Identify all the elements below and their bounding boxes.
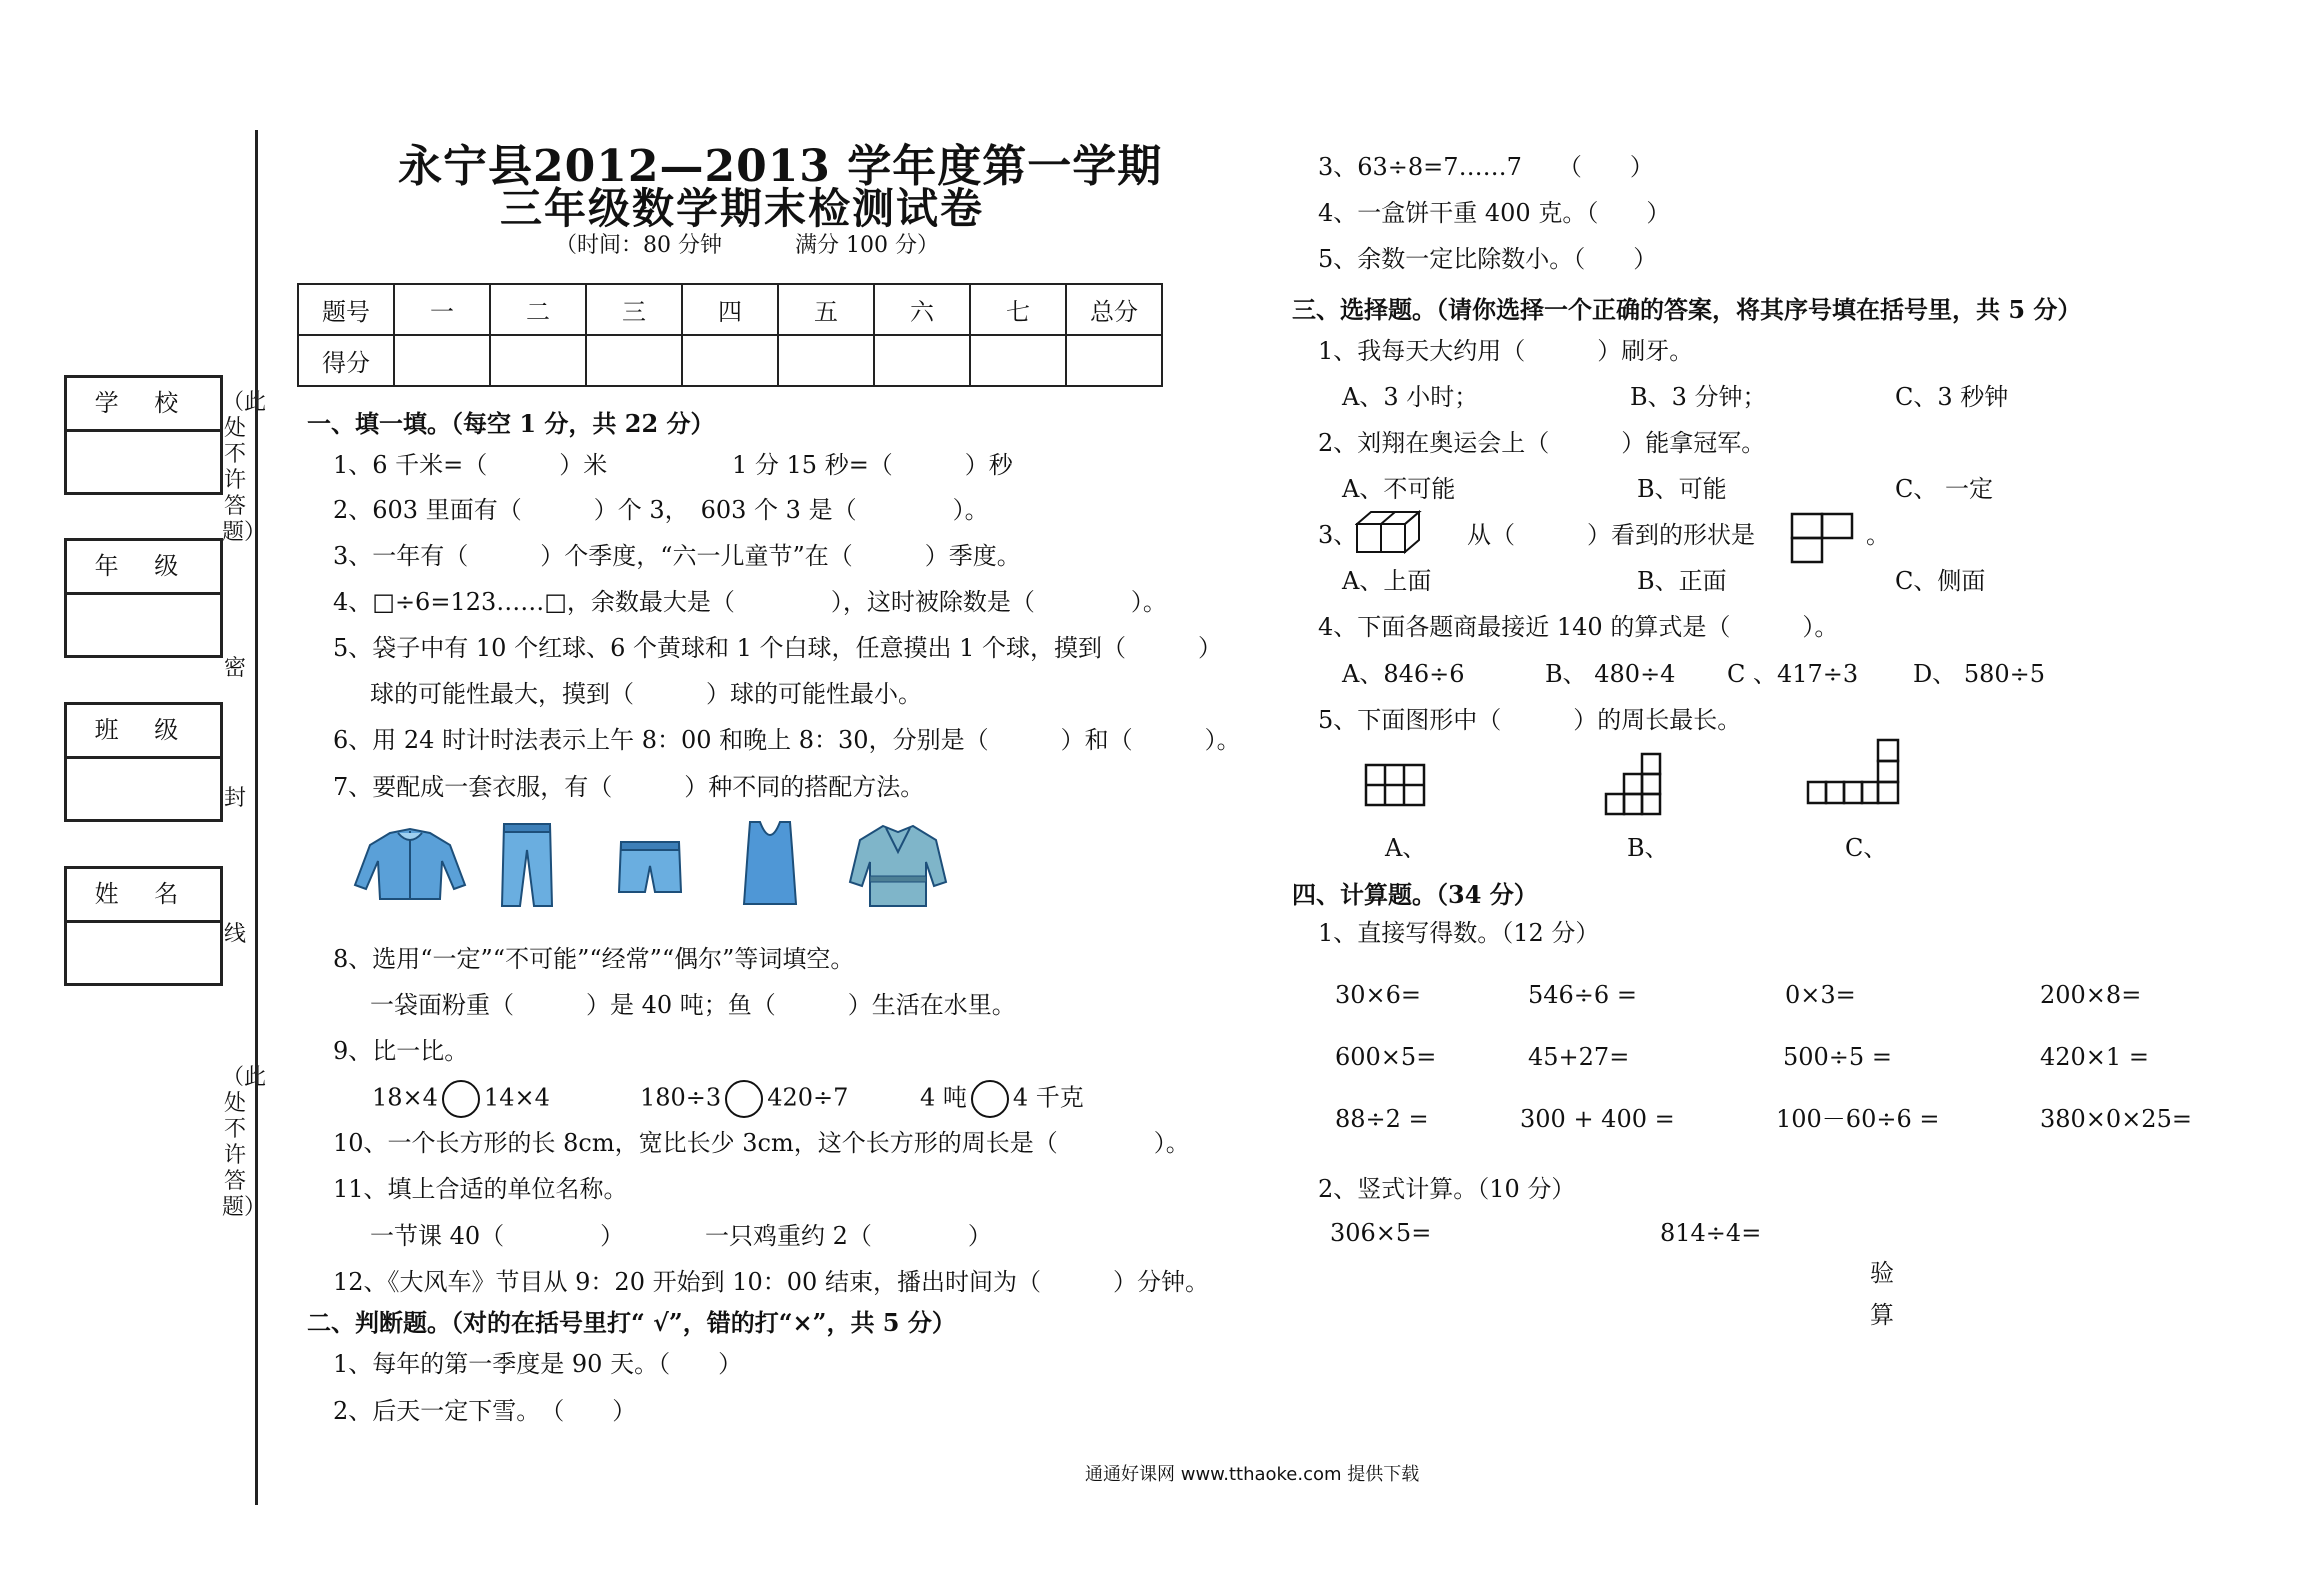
q3-4-option-a: A、846÷6 [1342, 660, 1465, 688]
q1-11: 11、填上合适的单位名称。 [333, 1175, 628, 1203]
score-table-header-row [298, 284, 1162, 335]
compare-a-left: 18×4 [372, 1083, 438, 1112]
q3-3-end: 。 [1866, 521, 1890, 549]
compare-b-left: 180÷3 [640, 1083, 722, 1112]
table-cell: 一 [394, 284, 490, 335]
class-box [64, 702, 223, 822]
part3-heading: 三、选择题。（请你选择一个正确的答案，将其序号填在括号里，共 5 分） [1292, 295, 2082, 324]
check-label-2: 算 [1870, 1301, 1894, 1329]
table-cell: 七 [970, 284, 1066, 335]
calc-item: 546÷6 = [1528, 981, 1637, 1009]
calc-item: 380×0×25= [2040, 1105, 2192, 1133]
compare-a-right: 14×4 [483, 1083, 550, 1112]
score-table [297, 283, 1163, 387]
shorts-icon [615, 838, 685, 898]
score-cell[interactable] [682, 335, 778, 386]
score-cell[interactable] [490, 335, 586, 386]
q1-10: 10、一个长方形的长 8cm，宽比长少 3cm，这个长方形的周长是（ ）。 [333, 1129, 1190, 1157]
q3-2-option-c: C、 一定 [1895, 475, 1993, 503]
footer-watermark: 通通好课网 www.tthaoke.com 提供下载 [1085, 1464, 1420, 1485]
check-label-1: 验 [1870, 1259, 1894, 1287]
q2-2: 2、后天一定下雪。 （ ） [333, 1397, 637, 1425]
q3-5-option-c: C、 [1845, 834, 1888, 862]
calc-item: 500÷5 = [1783, 1043, 1892, 1071]
score-table-score-row [298, 335, 1162, 386]
part2-heading: 二、判断题。（对的在括号里打“ √”，错的打“×”，共 5 分） [307, 1308, 956, 1337]
q2-1: 1、每年的第一季度是 90 天。（ ） [333, 1350, 743, 1378]
score-cell[interactable] [394, 335, 490, 386]
no-answer-notice-top: （此处不许答题） [222, 390, 267, 545]
calc-item: 300 + 400 = [1520, 1105, 1675, 1133]
exam-full-score: 满分 100 分） [795, 233, 939, 258]
q3-3-text: 从（ ）看到的形状是 [1467, 521, 1755, 549]
part1-heading: 一、填一填。（每空 1 分，共 22 分） [307, 409, 715, 438]
no-answer-notice-bottom: （此处不许答题） [222, 1065, 267, 1220]
l-shape-icon [1790, 512, 1854, 564]
score-cell[interactable] [586, 335, 682, 386]
q1-1b: 1 分 15 秒=（ ）秒 [732, 451, 1013, 479]
vertical-calc-2: 814÷4= [1660, 1219, 1762, 1247]
score-cell[interactable] [970, 335, 1066, 386]
q4-1-heading: 1、直接写得数。（12 分） [1318, 919, 1600, 947]
exam-time: （时间：80 分钟 [555, 233, 722, 258]
compare-circle[interactable] [971, 1080, 1009, 1118]
calc-item: 420×1 = [2040, 1043, 2149, 1071]
q2-4: 4、一盒饼干重 400 克。（ ） [1318, 199, 1671, 227]
compare-circle[interactable] [725, 1080, 763, 1118]
q3-2-option-a: A、不可能 [1342, 475, 1456, 503]
score-cell[interactable] [874, 335, 970, 386]
table-cell: 总分 [1066, 284, 1162, 335]
coat-icon [848, 822, 948, 910]
q3-1: 1、我每天大约用（ ）刷牙。 [1318, 337, 1694, 365]
q1-8b: 一袋面粉重（ ）是 40 吨；鱼（ ）生活在水里。 [370, 991, 1016, 1019]
q3-4: 4、下面各题商最接近 140 的算式是（ ）。 [1318, 613, 1839, 641]
seal-char-mi: 密 [223, 656, 246, 681]
school-box [64, 375, 223, 495]
q1-9: 9、比一比。 [333, 1037, 469, 1065]
q4-2-heading: 2、竖式计算。（10 分） [1318, 1175, 1576, 1203]
q3-3-option-c: C、侧面 [1895, 567, 1986, 595]
seal-line [255, 130, 258, 1505]
table-cell: 六 [874, 284, 970, 335]
q1-6: 6、用 24 时计时法表示上午 8：00 和晚上 8：30，分别是（ ）和（ ）。 [333, 726, 1241, 754]
table-cell: 得分 [298, 335, 394, 386]
exam-title-line1: 永宁县2012—2013 学年度第一学期 [398, 141, 1163, 192]
q1-1a: 1、6 千米=（ ）米 [333, 451, 608, 479]
q3-4-option-b: B、 480÷4 [1545, 660, 1676, 688]
q3-1-option-b: B、3 分钟； [1630, 383, 1767, 411]
q1-12: 12、《大风车》节目从 9：20 开始到 10：00 结束，播出时间为（ ）分钟。 [333, 1268, 1209, 1296]
compare-c-right: 4 千克 [1012, 1083, 1084, 1112]
q3-4-option-c: C 、417÷3 [1727, 660, 1859, 688]
calc-item: 30×6= [1335, 981, 1422, 1009]
q3-3-option-b: B、正面 [1637, 567, 1727, 595]
calc-item: 100－60÷6 = [1776, 1105, 1940, 1133]
q1-4: 4、□÷6=123……□，余数最大是（ ），这时被除数是（ ）。 [333, 588, 1167, 616]
grid-shape-c [1806, 738, 1900, 806]
q2-5: 5、余数一定比除数小。（ ） [1318, 245, 1658, 273]
q3-2-option-b: B、可能 [1637, 475, 1727, 503]
compare-a [372, 1080, 550, 1118]
exam-title-line2: 三年级数学期末检测试卷 [500, 184, 985, 233]
q3-1-option-c: C、3 秒钟 [1895, 383, 2009, 411]
grade-label: 年 级 [67, 541, 220, 595]
calc-item: 45+27= [1528, 1043, 1630, 1071]
jacket-icon [350, 825, 470, 905]
q3-1-option-a: A、3 小时； [1342, 383, 1479, 411]
school-label: 学 校 [67, 378, 220, 432]
compare-c [920, 1080, 1084, 1118]
q2-3: 3、63÷8=7……7 （ ） [1318, 153, 1654, 181]
q1-5a: 5、袋子中有 10 个红球、6 个黄球和 1 个白球，任意摸出 1 个球，摸到（ ） [333, 634, 1223, 662]
q1-11a: 一节课 40（ ） [370, 1222, 625, 1250]
seal-char-feng: 封 [223, 786, 246, 811]
compare-b [640, 1080, 848, 1118]
table-cell: 四 [682, 284, 778, 335]
grid-shape-b [1600, 752, 1662, 816]
calc-item: 88÷2 = [1335, 1105, 1429, 1133]
calc-item: 0×3= [1785, 981, 1856, 1009]
vest-icon [740, 818, 800, 908]
q1-2: 2、603 里面有（ ）个 3， 603 个 3 是（ ）。 [333, 496, 989, 524]
table-cell: 题号 [298, 284, 394, 335]
grade-box [64, 538, 223, 658]
part4-heading: 四、计算题。（34 分） [1292, 880, 1538, 909]
q3-2: 2、刘翔在奥运会上（ ）能拿冠军。 [1318, 429, 1766, 457]
compare-circle[interactable] [442, 1080, 480, 1118]
grid-shape-a [1364, 763, 1426, 807]
table-cell: 三 [586, 284, 682, 335]
compare-c-left: 4 吨 [920, 1083, 967, 1112]
trousers-icon [492, 820, 562, 910]
name-label: 姓 名 [67, 869, 220, 923]
q3-5: 5、下面图形中（ ）的周长最长。 [1318, 706, 1742, 734]
table-cell: 五 [778, 284, 874, 335]
calc-item: 600×5= [1335, 1043, 1437, 1071]
q1-5b: 球的可能性最大，摸到（ ）球的可能性最小。 [370, 680, 922, 708]
name-box [64, 866, 223, 986]
table-cell: 二 [490, 284, 586, 335]
vertical-calc-1: 306×5= [1330, 1219, 1432, 1247]
q3-5-option-a: A、 [1385, 834, 1427, 862]
q1-7: 7、要配成一套衣服，有（ ）种不同的搭配方法。 [333, 773, 925, 801]
seal-char-xian: 线 [223, 922, 246, 947]
score-cell[interactable] [1066, 335, 1162, 386]
score-cell[interactable] [778, 335, 874, 386]
q1-3: 3、一年有（ ）个季度，“六一儿童节”在（ ）季度。 [333, 542, 1021, 570]
q3-3-option-a: A、上面 [1342, 567, 1432, 595]
calc-item: 200×8= [2040, 981, 2142, 1009]
q3-4-option-d: D、 580÷5 [1913, 660, 2046, 688]
q3-5-option-b: B、 [1627, 834, 1669, 862]
class-label: 班 级 [67, 705, 220, 759]
q1-11b: 一只鸡重约 2（ ） [705, 1222, 992, 1250]
q1-8a: 8、选用“一定”“不可能”“经常”“偶尔”等词填空。 [333, 945, 855, 973]
compare-b-right: 420÷7 [767, 1083, 849, 1112]
cubes-icon [1355, 508, 1435, 558]
q3-3-number: 3、 [1318, 521, 1358, 549]
